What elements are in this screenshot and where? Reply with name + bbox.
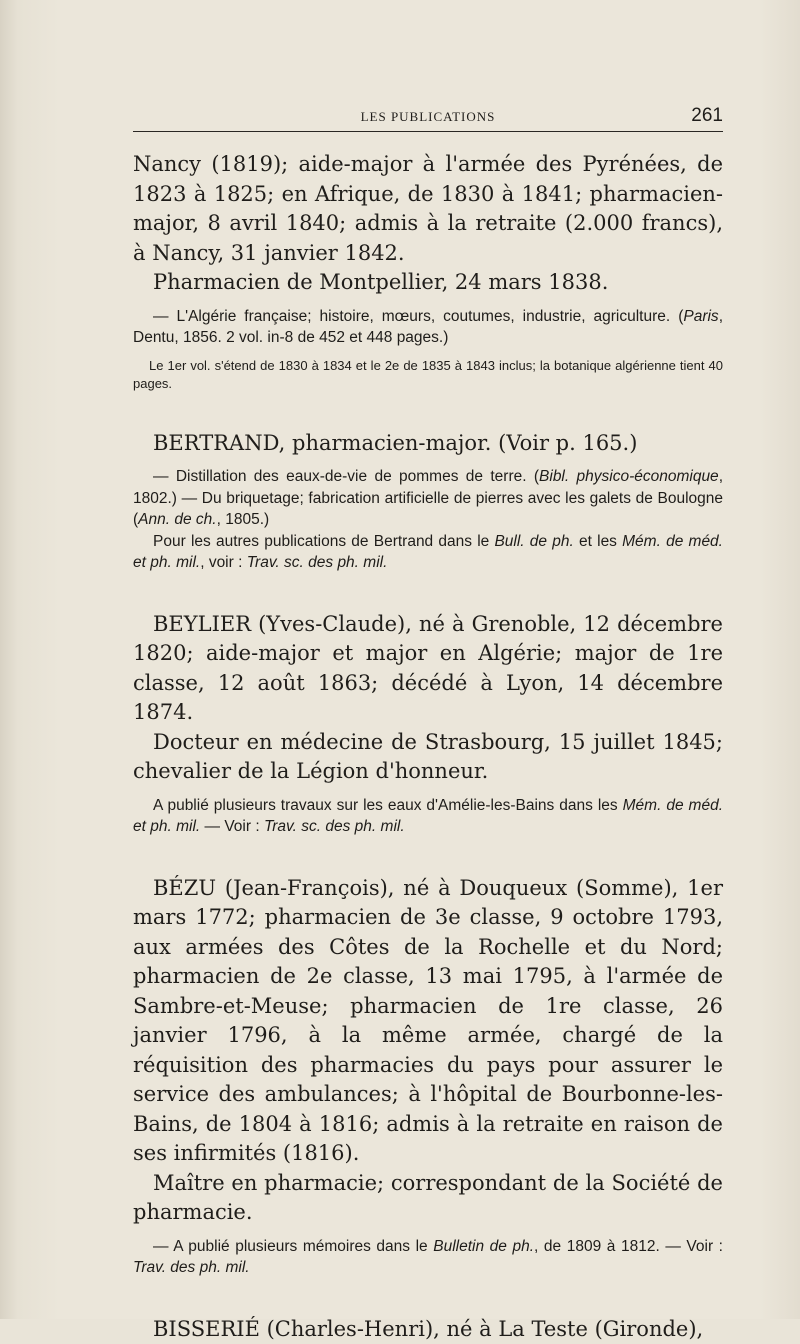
entry-bezu-career: BÉZU (Jean-François), né à Douqueux (Somme), 1er mars 1772; pharmacien de 3e classe, 9 octobre 1793, aux armées des Côtes de la Rochelle et du Nord; pharmacien de 2e classe, 13 mai 1795, à l'armée de Sambre-et-Meuse; pharmacien de 1re classe, 26 janvier 1796, à la même armée, chargé de la réquisition des pharmacies du pays pour assurer le service des ambulances; à l'hôpital de Bourbonne-les-Bains, de 1804 à 1816; admis à la retraite en raison de ses infirmités (1816). (133, 874, 723, 1169)
text-run: , 1805.) (217, 511, 270, 528)
italic-run: Bulletin de ph. (433, 1238, 534, 1255)
text-run: — A publié plusieurs mémoires dans le (153, 1238, 433, 1255)
entry-continuation-diploma: Pharmacien de Montpellier, 24 mars 1838. (133, 268, 723, 298)
page-header (133, 107, 723, 132)
italic-run: Ann. de ch. (138, 511, 216, 528)
entry-bezu-diploma: Maître en pharmacie; correspondant de la Société de pharmacie. (133, 1169, 723, 1228)
italic-run: Trav. sc. des ph. mil. (264, 818, 405, 835)
text-run: Pour les autres publications de Bertrand dans le (153, 533, 494, 550)
entry-bezu-publications (133, 1236, 723, 1279)
entry-bertrand-heading: BERTRAND, pharmacien-major. (Voir p. 165.) (133, 429, 723, 459)
text-run: — L'Algérie française; histoire, mœurs, coutumes, industrie, agriculture. ( (153, 308, 683, 325)
text-run: — Voir : (200, 818, 264, 835)
text-run: , voir : (200, 554, 247, 571)
entry-beylier-career: BEYLIER (Yves-Claude), né à Grenoble, 12 décembre 1820; aide-major et major en Algérie; major de 1re classe, 12 août 1863; décédé à Lyon, 14 décembre 1874. (133, 610, 723, 728)
italic-run: Mém. de méd. et ph. mil. (133, 797, 723, 836)
text-run: , Dentu, 1856. 2 vol. in-8 de 452 et 448 pages.) (133, 308, 723, 347)
text-run: et les (574, 533, 622, 550)
entry-beylier-publications (133, 795, 723, 838)
text-run: , de 1809 à 1812. — Voir : (534, 1238, 723, 1255)
running-head: LES PUBLICATIONS (133, 109, 723, 125)
italic-run: Bull. de ph. (494, 533, 573, 550)
text-run: , 1802.) — Du briquetage; fabrication artificielle de pierres avec les galets de Boulogne ( (133, 468, 723, 528)
page-number: 261 (691, 105, 723, 127)
entry-continuation-career: Nancy (1819); aide-major à l'armée des Pyrénées, de 1823 à 1825; en Afrique, de 1830 à 1841; pharmacien-major, 8 avril 1840; admis à la retraite (2.000 francs), à Nancy, 31 janvier 1842. (133, 150, 723, 268)
italic-run: Bibl. physico-économique (539, 468, 719, 485)
entry-beylier-diploma: Docteur en médecine de Strasbourg, 15 juillet 1845; chevalier de la Légion d'honneur. (133, 728, 723, 787)
text-run: A publié plusieurs travaux sur les eaux d'Amélie-les-Bains dans les (153, 797, 623, 814)
entry-bertrand-see-also (133, 531, 723, 574)
italic-run: Paris (683, 308, 718, 325)
italic-run: Trav. sc. des ph. mil. (247, 554, 388, 571)
entry-continuation-note: Le 1er vol. s'étend de 1830 à 1834 et le 2e de 1835 à 1843 inclus; la botanique algérienne tient 40 pages. (133, 357, 723, 393)
entry-bertrand-publications (133, 466, 723, 531)
italic-run: Mém. de méd. et ph. mil. (133, 533, 723, 572)
entry-continuation-publication (133, 306, 723, 349)
body-text (133, 150, 723, 1344)
italic-run: Trav. des ph. mil. (133, 1259, 250, 1276)
entry-bisserie-career: BISSERIÉ (Charles-Henri), né à La Teste (Gironde), (133, 1315, 723, 1344)
text-run: — Distillation des eaux-de-vie de pommes de terre. ( (153, 468, 539, 485)
